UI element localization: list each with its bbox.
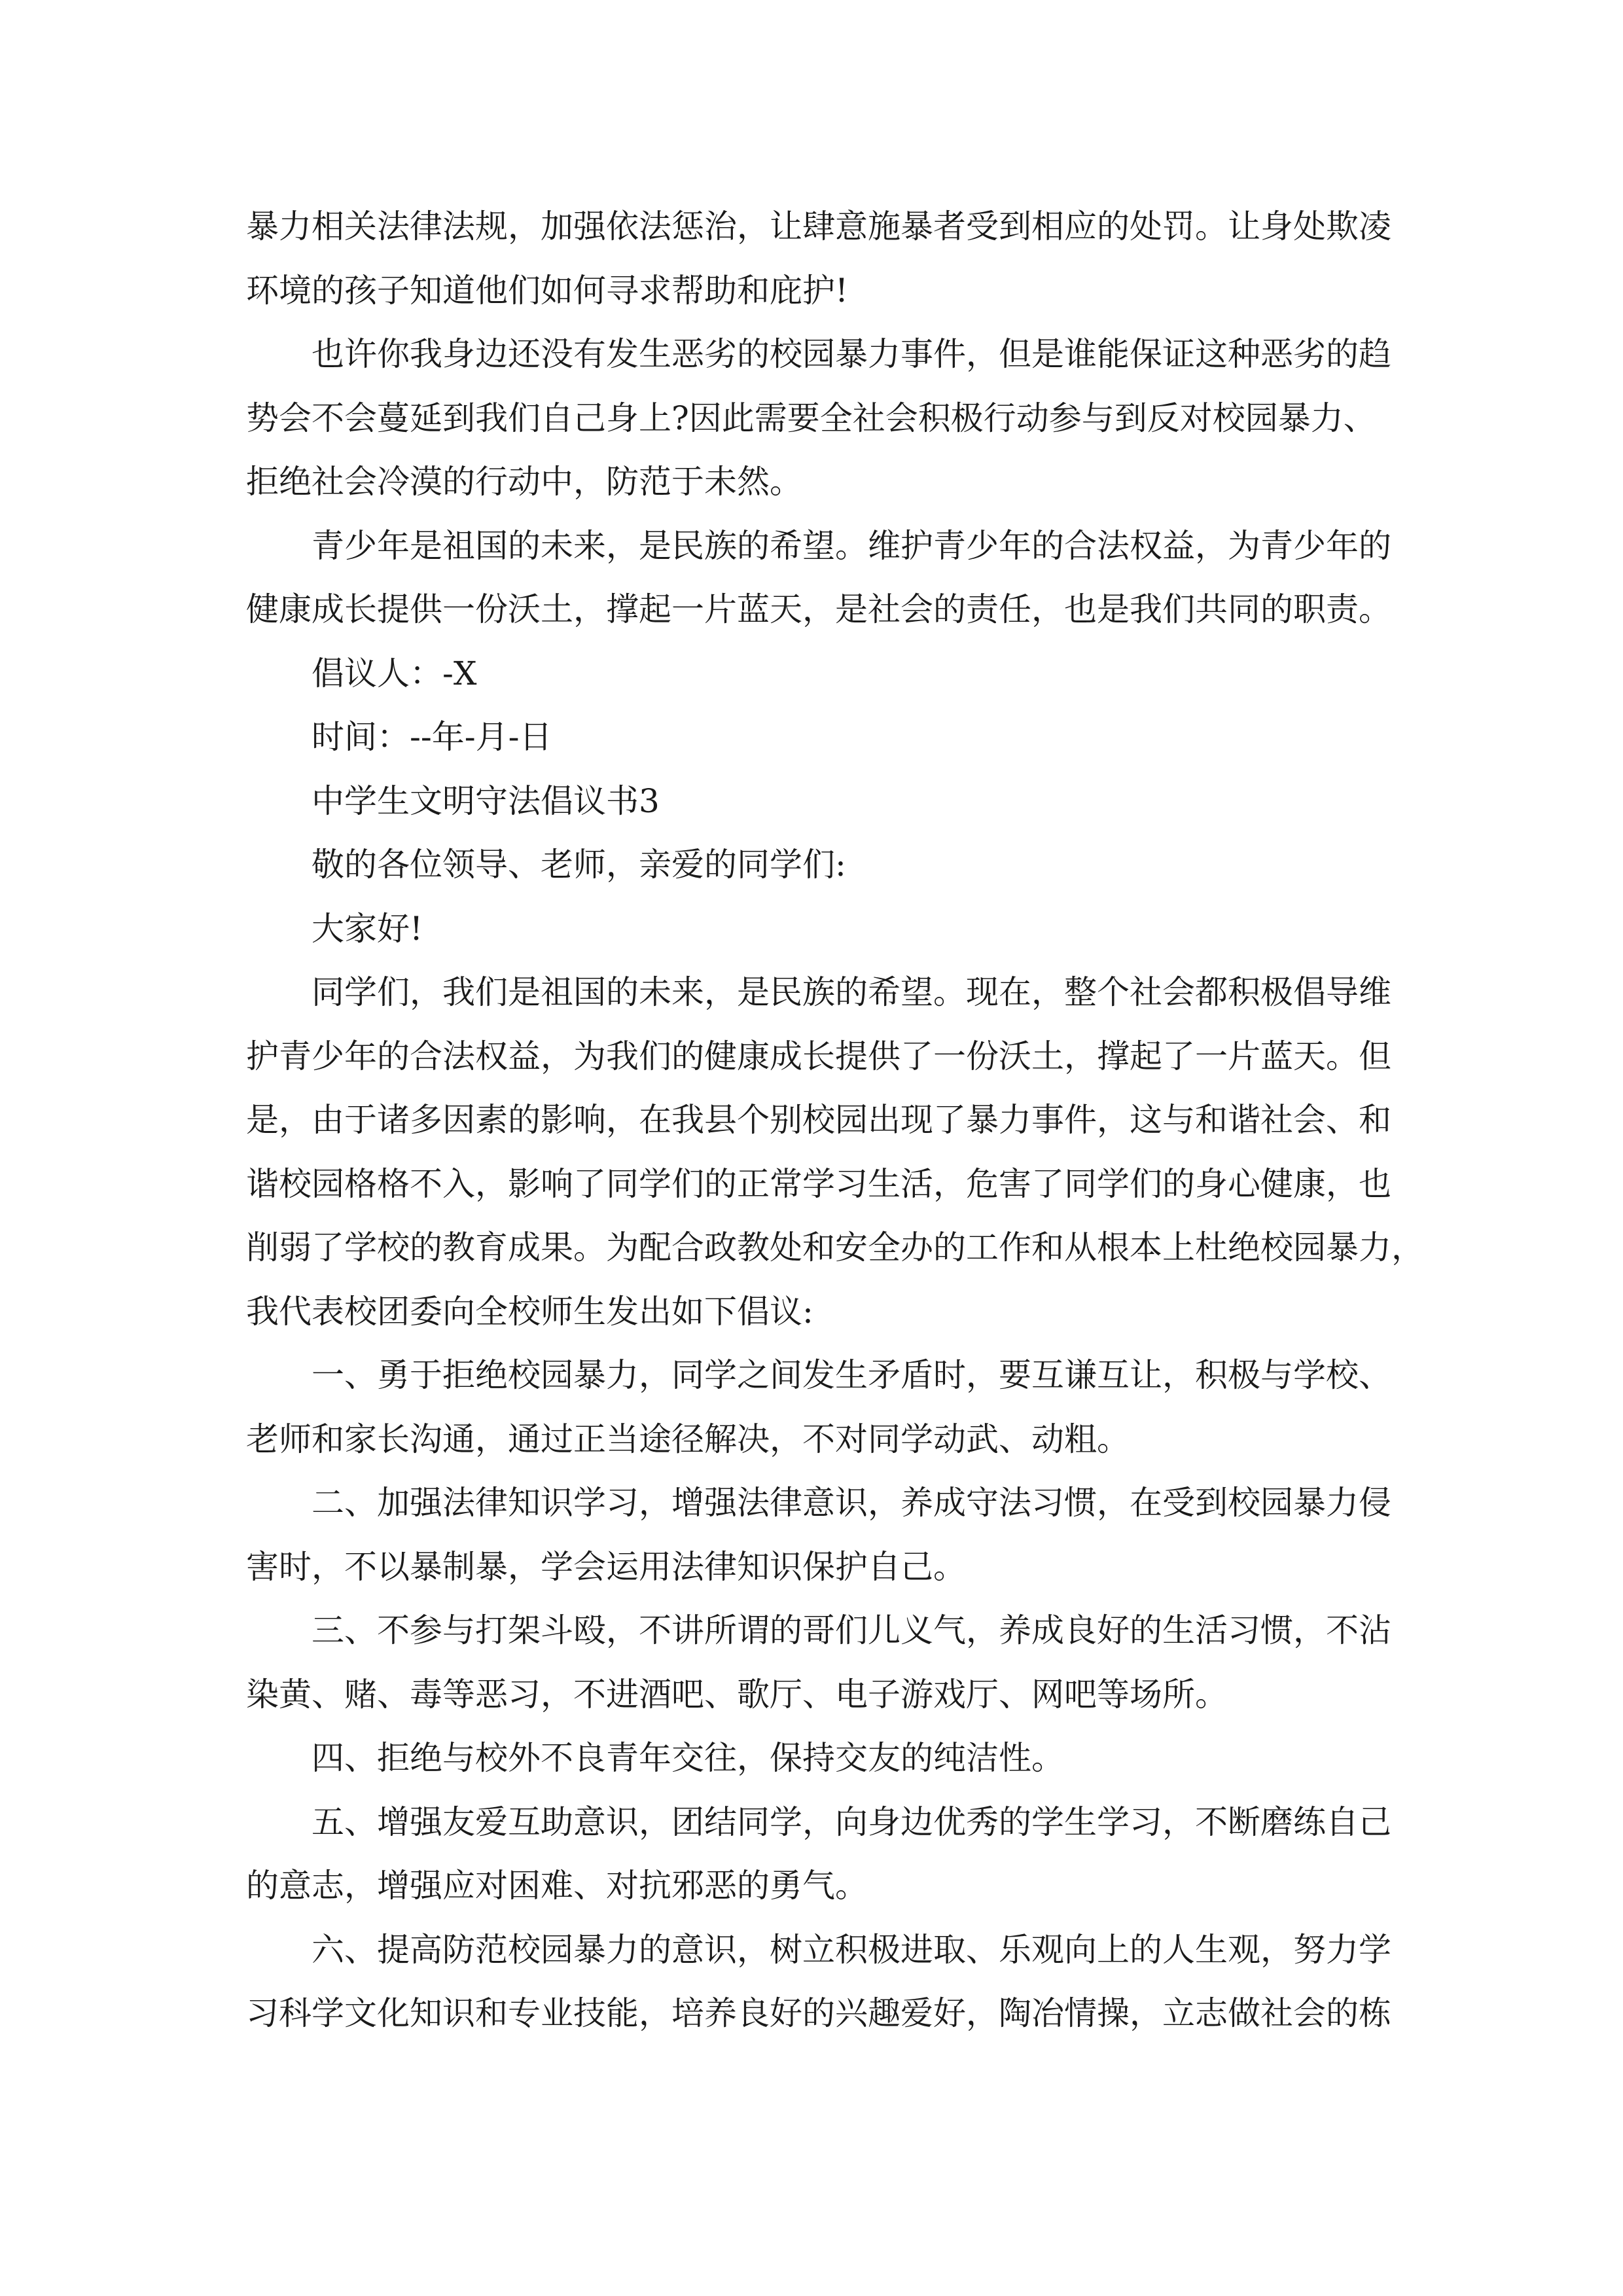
paragraph: [246, 897, 1398, 961]
text-line: 习科学文化知识和专业技能，培养良好的兴趣爱好，陶冶情操，立志做社会的栋: [246, 1994, 1391, 2032]
text-line: 六、提高防范校园暴力的意识，树立积极进取、乐观向上的人生观，努力学: [312, 1930, 1391, 1969]
document-page: [246, 195, 1424, 2046]
paragraph: [246, 323, 1398, 514]
paragraph: [246, 770, 1398, 834]
text-line: 一、勇于拒绝校园暴力，同学之间发生矛盾时，要互谦互让，积极与学校、: [312, 1356, 1391, 1394]
text-line: 染黄、赌、毒等恶习，不进酒吧、歌厅、电子游戏厅、网吧等场所。: [246, 1675, 1228, 1713]
text-line: 谐校园格格不入，影响了同学们的正常学习生活，危害了同学们的身心健康，也: [246, 1164, 1391, 1203]
text-line: 老师和家长沟通，通过正当途径解决，不对同学动武、动粗。: [246, 1420, 1130, 1458]
paragraph: [246, 833, 1398, 897]
text-line: 削弱了学校的教育成果。为配合政教处和安全办的工作和从根本上杜绝校园暴力，: [246, 1229, 1424, 1266]
text-line: 敬的各位领导、老师，亲爱的同学们:: [312, 846, 846, 884]
paragraph: [246, 961, 1424, 1344]
text-line: 四、拒绝与校外不良青年交往，保持交友的纯洁性。: [312, 1739, 1064, 1777]
text-line: 护青少年的合法权益，为我们的健康成长提供了一份沃土，撑起了一片蓝天。但: [246, 1037, 1391, 1075]
text-line: 暴力相关法律法规，加强依法惩治，让肆意施暴者受到相应的处罚。让身处欺凌: [246, 207, 1391, 245]
text-line: 势会不会蔓延到我们自己身上?因此需要全社会积极行动参与到反对校园暴力、: [246, 399, 1376, 437]
text-line: 拒绝社会冷漠的行动中，防范于未然。: [246, 463, 802, 501]
text-line: 害时，不以暴制暴，学会运用法律知识保护自己。: [246, 1547, 966, 1586]
paragraph: [246, 1918, 1398, 2046]
text-line: 三、不参与打架斗殴，不讲所谓的哥们儿义气，养成良好的生活习惯，不沾: [312, 1611, 1391, 1649]
text-line: 的意志，增强应对困难、对抗邪恶的勇气。: [246, 1867, 868, 1905]
paragraph: [246, 195, 1398, 323]
paragraph: [246, 1471, 1398, 1599]
paragraph: [246, 1727, 1398, 1791]
paragraph: [246, 706, 1398, 770]
text-line: 健康成长提供一份沃土，撑起一片蓝天，是社会的责任，也是我们共同的职责。: [246, 590, 1391, 628]
text-line: 同学们，我们是祖国的未来，是民族的希望。现在，整个社会都积极倡导维: [312, 973, 1391, 1011]
paragraph: [246, 1791, 1398, 1918]
text-line: 我代表校团委向全校师生发出如下倡议:: [246, 1292, 813, 1331]
paragraph: [246, 514, 1398, 642]
text-line: 倡议人：-X: [312, 654, 477, 692]
text-line: 环境的孩子知道他们如何寻求帮助和庇护!: [246, 271, 849, 310]
text-line: 青少年是祖国的未来，是民族的希望。维护青少年的合法权益，为青少年的: [312, 526, 1391, 565]
paragraph: [246, 1344, 1398, 1471]
paragraph: [246, 642, 1398, 706]
text-line: 五、增强友爱互助意识，团结同学，向身边优秀的学生学习，不断磨练自己: [312, 1803, 1391, 1841]
text-line: 二、加强法律知识学习，增强法律意识，养成守法习惯，在受到校园暴力侵: [312, 1484, 1391, 1522]
text-line: 大家好!: [312, 909, 423, 948]
text-line: 时间：--年-月-日: [312, 718, 552, 756]
paragraph: [246, 1599, 1398, 1727]
text-line: 也许你我身边还没有发生恶劣的校园暴力事件，但是谁能保证这种恶劣的趋: [312, 335, 1391, 373]
text-line: 是，由于诸多因素的影响，在我县个别校园出现了暴力事件，这与和谐社会、和: [246, 1101, 1391, 1139]
text-line: 中学生文明守法倡议书3: [312, 781, 660, 820]
